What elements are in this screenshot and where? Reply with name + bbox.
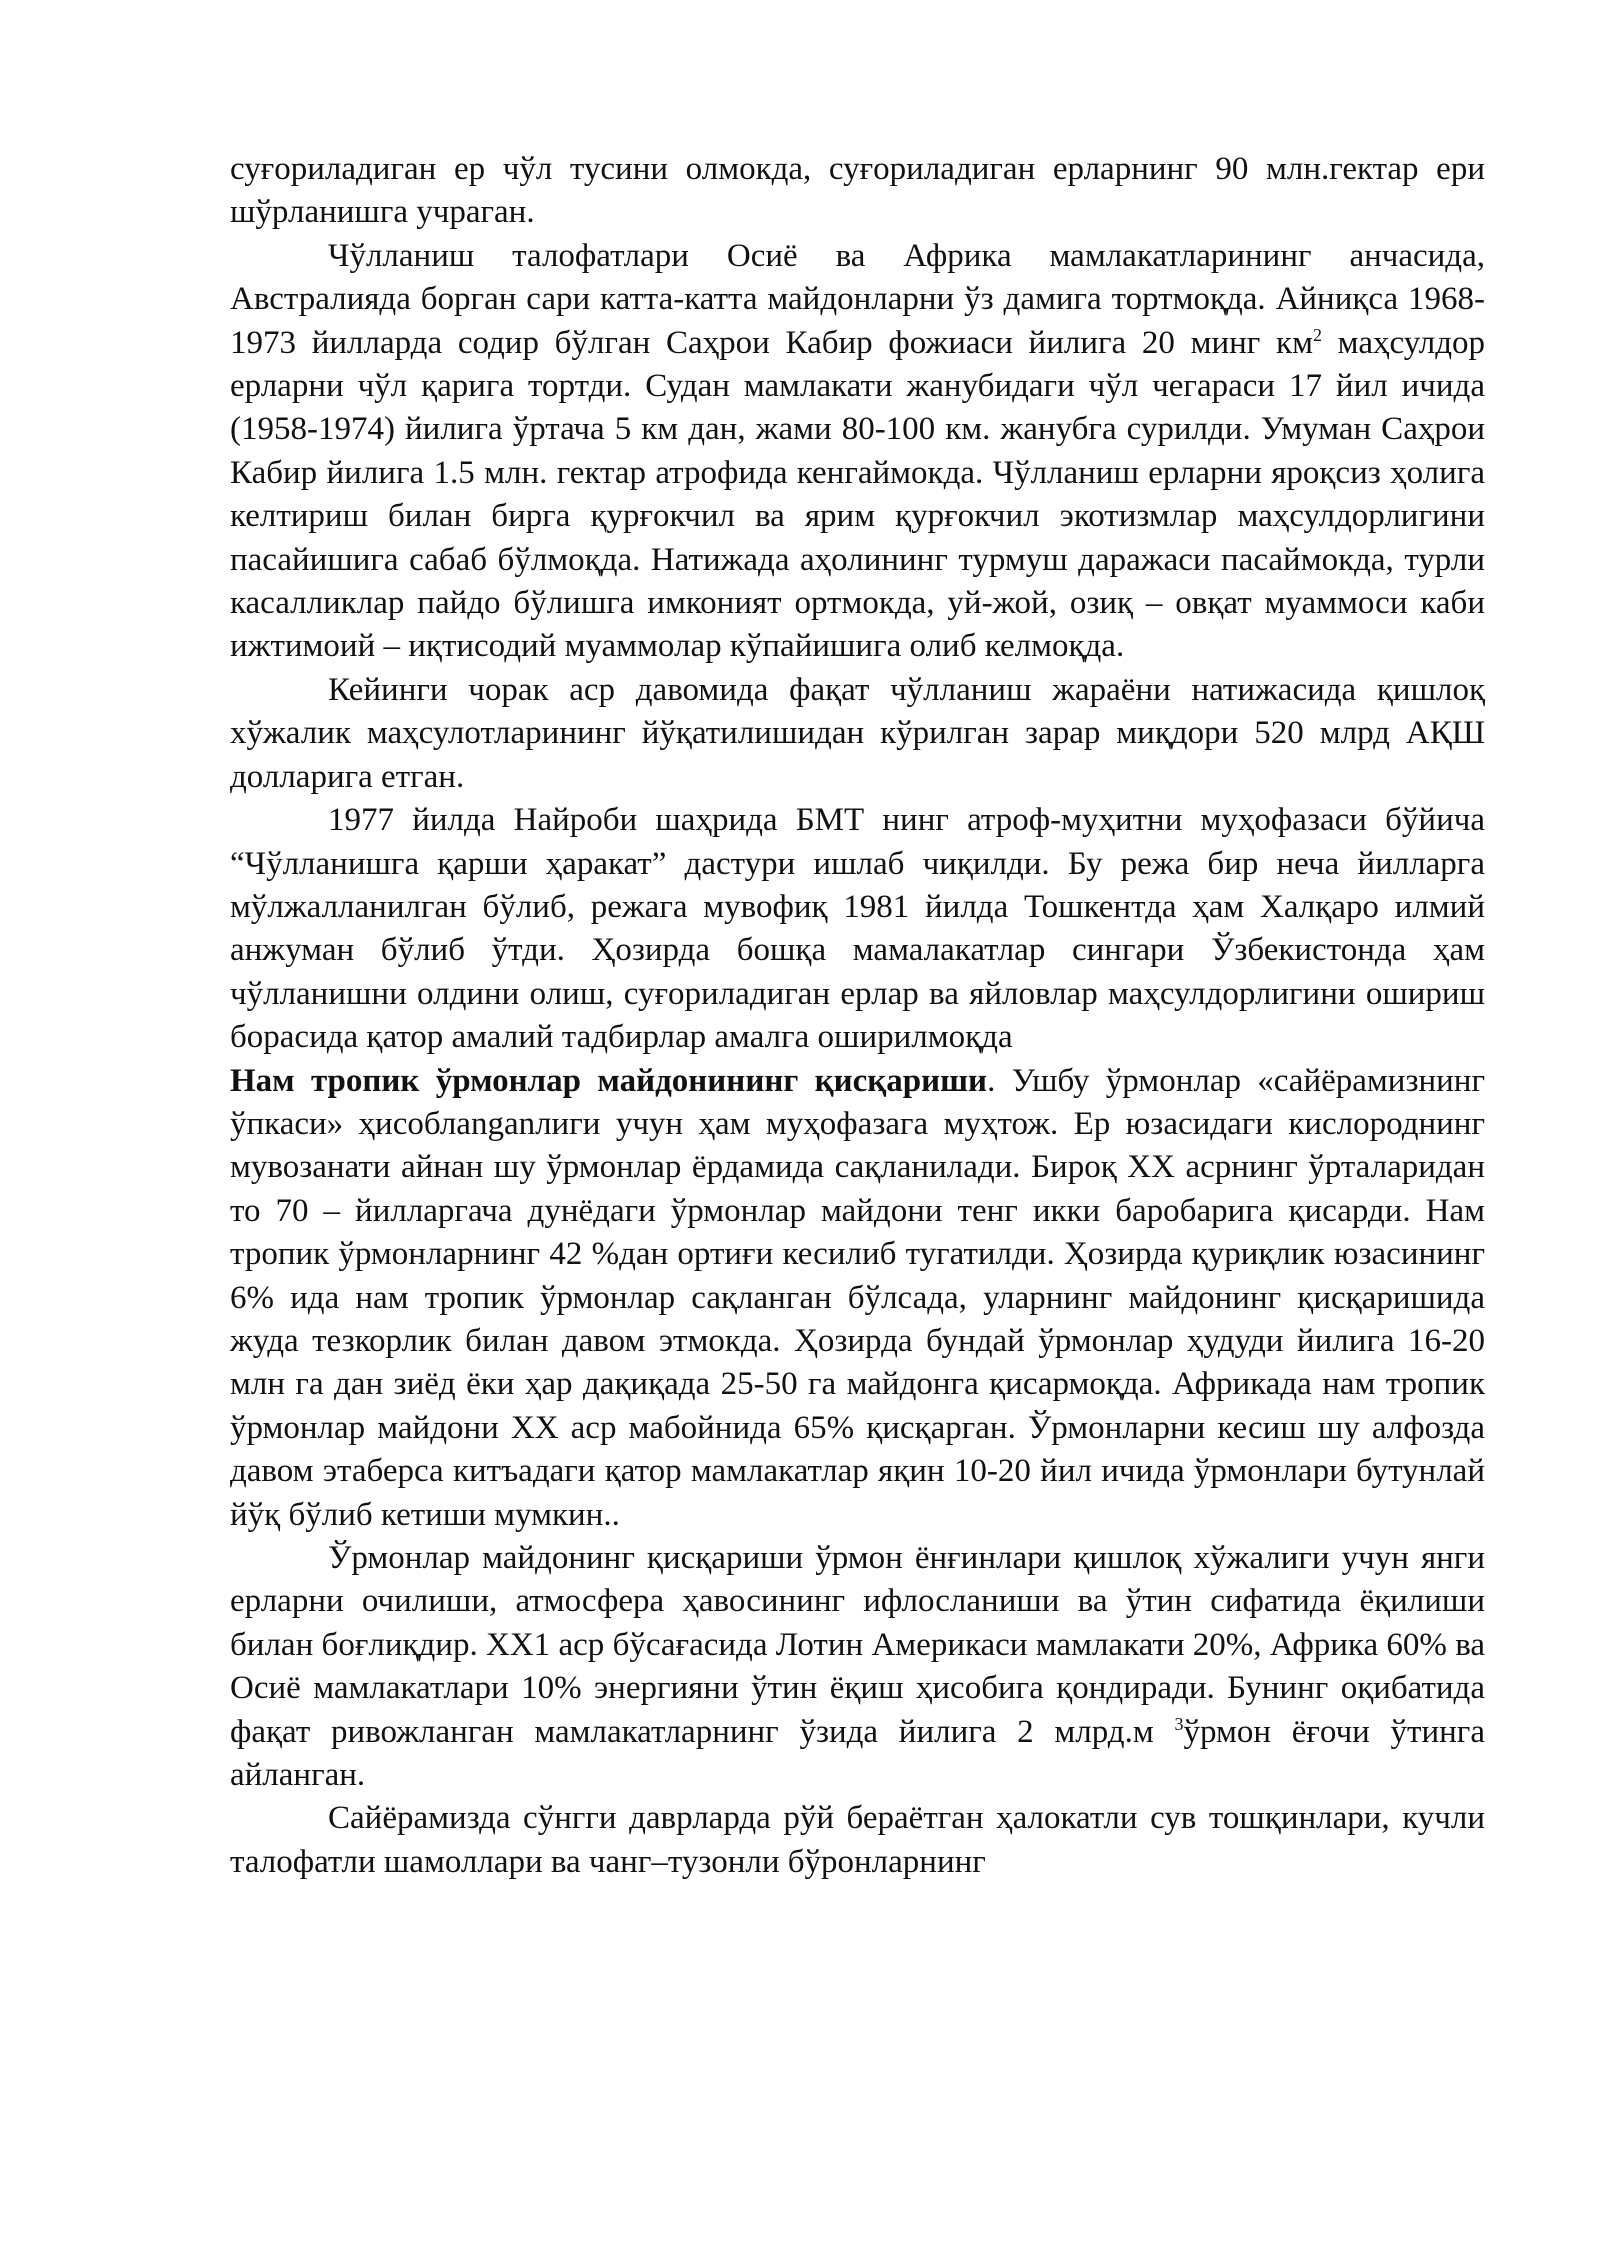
- superscript-2: 2: [1312, 324, 1322, 345]
- paragraph-4-text: 1977 йилда Найроби шаҳрида БМТ нинг атроф-муҳитни муҳофазаси бўйича “Чўлланишга қарши ҳаракат” дастури ишлаб чиқилди. Бу режа бир неча йилларга мўлжалланилган бўлиб, режага мувофиқ 1981 йилда Тошкентда ҳам Халқаро илмий анжуман бўлиб ўтди. Ҳозирда бошқа мамалакатлар сингари Ўзбекистонда ҳам чўлланишни олдини олиш, суғориладиган ерлар ва яйловлар маҳсулдорлигини ошириш борасида қатор амалий тадбирлар амалга оширилмоқда: [230, 802, 1485, 1056]
- paragraph-desertification: [230, 235, 1485, 669]
- paragraph-damage: [230, 669, 1485, 799]
- paragraph-7-text: Сайёрамизда сўнгги даврларда рўй бераётган ҳалокатли сув тошқинлари, кучли талофатли шамоллари ва чанг–тузонли бўронларнинг: [230, 1800, 1485, 1880]
- paragraph-5-text: . Ушбу ўрмонлар «сайёрамизнинг ўпкаси» ҳисоблanganлиги учун ҳам муҳофазага муҳтож. Ер юзасидаги кислороднинг мувозанати айнан шу ўрмонлар ёрдамида сақланилади. Бироқ XX асрнинг ўрталаридан то 70 – йилларгача дунёдаги ўрмонлар майдони тенг икки баробарига қисарди. Нам тропик ўрмонларнинг 42 %дан ортиғи кесилиб тугатилди. Ҳозирда қуриқлик юзасининг 6% ида нам тропик ўрмонлар сақланган бўлсада, уларнинг майдонинг қисқаришида жуда тезкорлик билан давом этмокда. Ҳозирда бундай ўрмонлар ҳудуди йилига 16-20 млн га дан зиёд ёки ҳар дақиқада 25-50 га майдонга қисармоқда. Африкада нам тропик ўрмонлар майдони XX аср мабойнида 65% қисқарган. Ўрмонларни кесиш шу алфозда давом этаберса китъадаги қатор мамлакатлар яқин 10-20 йил ичида ўрмонлари бутунлай йўқ бўлиб кетиши мумкин..: [230, 1062, 1486, 1533]
- section-heading: Нам тропик ўрмонлар майдонининг қисқариши: [230, 1062, 988, 1099]
- document-page: [230, 148, 1485, 1884]
- paragraph-2-text-b: маҳсулдор ерларни чўл қарига тортди. Судан мамлакати жанубидаги чўл чегараси 17 йил ичида (1958-1974) йилига ўртача 5 км дан, жами 80-100 км. жанубга сурилди. Умуман Саҳрои Кабир йилига 1.5 млн. гектар атрофида кенгаймокда. Чўлланиш ерларни яроқсиз ҳолига келтириш билан бирга қурғокчил ва ярим қурғокчил экотизмлар маҳсулдорлигини пасайишига сабаб бўлмоқда. Натижада аҳолининг турмуш даражаси пасаймокда, турли касалликлар пайдо бўлишга имконият ортмокда, уй-жой, озиқ – овқат муаммоси каби ижтимоий – иқтисодий муаммолар кўпайишига олиб келмоқда.: [230, 324, 1485, 665]
- paragraph-6-text-b: ўрмон ёғочи ўтинга айланган.: [230, 1713, 1485, 1794]
- paragraph-nairobi: [230, 799, 1485, 1059]
- paragraph-1: [230, 148, 1485, 235]
- superscript-3: 3: [1174, 1713, 1184, 1734]
- paragraph-6-text-a: Ўрмонлар майдонинг қисқариши ўрмон ёнғинлари қишлоқ хўжалиги учун янги ерларни очилиши, атмосфера ҳавосининг ифлосланиши ва ўтин сифатида ёқилиши билан боғлиқдир. XX1 аср бўсағасида Лотин Америкаси мамлакати 20%, Африка 60% ва Осиё мамлакатлари 10% энергияни ўтин ёқиш ҳисобига қондиради. Бунинг оқибатида фақат ривожланган мамлакатларнинг ўзида йилига 2 млрд.м: [230, 1540, 1485, 1750]
- paragraph-forest-reduction: [230, 1537, 1485, 1797]
- paragraph-1-text: суғориладиган ер чўл тусини олмокда, суғориладиган ерларнинг 90 млн.гектар ери шўрланишга учраган.: [230, 151, 1485, 231]
- paragraph-3-text: Кейинги чорак аср давомида фақат чўлланиш жараёни натижасида қишлоқ хўжалик маҳсулотларининг йўқатилишидан кўрилган зарар миқдори 520 млрд АҚШ долларига етган.: [230, 671, 1485, 795]
- paragraph-2-text-a: Чўлланиш талофатлари Осиё ва Африка мамлакатларининг анчасида, Австралияда борган сари катта-катта майдонларни ўз дамига тортмоқда. Айниқса 1968-1973 йилларда содир бўлган Саҳрои Кабир фожиаси йилига 20 минг км: [230, 237, 1485, 361]
- paragraph-tropical-forests: [230, 1060, 1485, 1537]
- paragraph-floods: [230, 1797, 1485, 1884]
